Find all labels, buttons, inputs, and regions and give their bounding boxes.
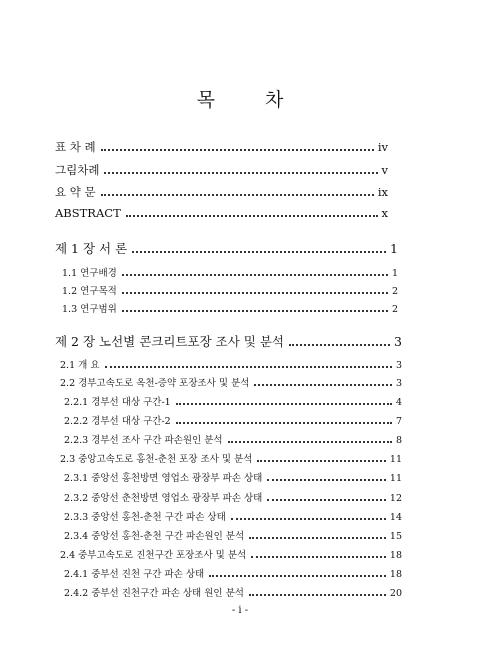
toc-entry-page: 15: [389, 531, 402, 542]
page-number-footer: - i -: [231, 605, 249, 616]
toc-entry-page: 14: [389, 512, 402, 523]
toc-entry-label: 2.3.2 중앙선 춘천방면 영업소 광장부 파손 상태: [64, 493, 263, 504]
toc-entry[interactable]: [64, 393, 402, 410]
toc-entry-page: 18: [389, 569, 402, 580]
toc-entry-label: 1.1 연구배경: [62, 268, 117, 279]
toc-entry-label: 2.3.4 중앙선 홍천-춘천 구간 파손원인 분석: [64, 531, 245, 542]
toc-entry-label: 그림차례: [55, 163, 100, 177]
toc-entry-page: 11: [389, 473, 402, 484]
toc-entry-page: 20: [389, 588, 402, 599]
dot-leader: [267, 489, 386, 501]
dot-leader: [251, 546, 386, 558]
toc-entry-label: 1.2 연구목적: [62, 286, 117, 297]
dot-leader: [132, 241, 386, 253]
toc-entry[interactable]: [60, 450, 402, 467]
dot-leader: [249, 584, 386, 596]
dot-leader: [176, 412, 392, 424]
dot-leader: [105, 356, 392, 368]
toc-entry-summary[interactable]: [55, 184, 388, 199]
dot-leader: [209, 565, 386, 577]
toc-chapter-1[interactable]: [55, 241, 398, 256]
toc-entry-label: 2.2.1 경부선 대상 구간-1: [64, 397, 171, 408]
toc-entry-page: 12: [389, 493, 402, 504]
toc-entry-label: 2.4.1 중부선 진천 구간 파손 상태: [64, 569, 205, 580]
dot-leader: [267, 469, 386, 481]
dot-leader: [231, 508, 386, 520]
toc-entry-label: 제 1 장 서 론: [55, 241, 128, 256]
toc-entry-page: 8: [395, 435, 402, 446]
dot-leader: [101, 139, 374, 151]
dot-leader: [122, 282, 388, 294]
toc-entry-label: 2.1 개 요: [60, 360, 100, 371]
toc-entry-page: 4: [395, 397, 402, 408]
dot-leader: [257, 450, 385, 462]
toc-chapter-2[interactable]: [55, 334, 402, 349]
dot-leader: [101, 184, 374, 196]
toc-entry-page: 3: [394, 334, 402, 349]
toc-entry[interactable]: [64, 565, 402, 582]
toc-entry[interactable]: [60, 374, 402, 391]
toc-entry-label: 요 약 문: [55, 185, 96, 199]
toc-entry-label: 2.3.3 중앙선 홍천-춘천 구간 파손 상태: [64, 512, 226, 523]
toc-entry-label: 표 차 례: [55, 140, 96, 154]
toc-entry[interactable]: [64, 508, 402, 525]
toc-entry-page: 18: [389, 550, 402, 561]
toc-entry-page: 1: [391, 268, 398, 279]
toc-entry[interactable]: [60, 356, 402, 373]
toc-entry-page: x: [381, 206, 388, 220]
toc-entry[interactable]: [64, 489, 402, 506]
toc-entry-page: v: [381, 163, 388, 177]
toc-entry-label: 2.4.2 중부선 진천구간 파손 상태 원인 분석: [64, 588, 244, 599]
dot-leader: [176, 393, 392, 405]
toc-entry[interactable]: [60, 546, 402, 563]
toc-entry-label: 1.3 연구범위: [62, 304, 117, 315]
dot-leader: [126, 205, 378, 217]
toc-entry[interactable]: [64, 584, 402, 601]
toc-entry[interactable]: [62, 264, 398, 281]
toc-entry-page: 2: [391, 304, 398, 315]
toc-entry-page: 3: [395, 378, 402, 389]
toc-entry-label: ABSTRACT: [55, 206, 121, 220]
toc-entry-label: 제 2 장 노선별 콘크리트포장 조사 및 분석: [55, 334, 284, 349]
toc-entry-page: iv: [377, 140, 388, 154]
toc-entry-figure-list[interactable]: [55, 162, 388, 177]
toc-entry-label: 2.2 경부고속도로 옥천-증약 포장조사 및 분석: [60, 378, 250, 389]
toc-entry[interactable]: [64, 527, 402, 544]
page-title: 목 차: [196, 89, 306, 111]
toc-entry-abstract[interactable]: [55, 205, 388, 220]
toc-entry-label: 2.2.3 경부선 조사 구간 파손원인 분석: [64, 435, 223, 446]
dot-leader: [122, 264, 388, 276]
dot-leader: [254, 374, 392, 386]
dot-leader: [289, 334, 390, 346]
toc-entry[interactable]: [62, 300, 398, 317]
toc-entry-table-list[interactable]: [55, 139, 388, 154]
dot-leader: [249, 527, 386, 539]
dot-leader: [104, 162, 377, 174]
toc-entry-page: 1: [390, 241, 398, 256]
toc-entry[interactable]: [62, 282, 398, 299]
toc-entry-label: 2.4 중부고속도로 진천구간 포장조사 및 분석: [60, 550, 247, 561]
toc-entry-label: 2.3.1 중앙선 홍천방면 영업소 광장부 파손 상태: [64, 473, 263, 484]
dot-leader: [122, 300, 388, 312]
toc-entry-label: 2.2.2 경부선 대상 구간-2: [64, 416, 171, 427]
toc-entry-page: 3: [395, 360, 402, 371]
toc-entry-page: ix: [377, 185, 388, 199]
toc-entry-page: 11: [389, 454, 402, 465]
toc-entry[interactable]: [64, 412, 402, 429]
dot-leader: [228, 431, 392, 443]
toc-entry[interactable]: [64, 469, 402, 486]
toc-entry-page: 7: [395, 416, 402, 427]
toc-entry-page: 2: [391, 286, 398, 297]
toc-entry[interactable]: [64, 431, 402, 448]
toc-entry-label: 2.3 중앙고속도로 홍천-춘천 포장 조사 및 분석: [60, 454, 253, 465]
